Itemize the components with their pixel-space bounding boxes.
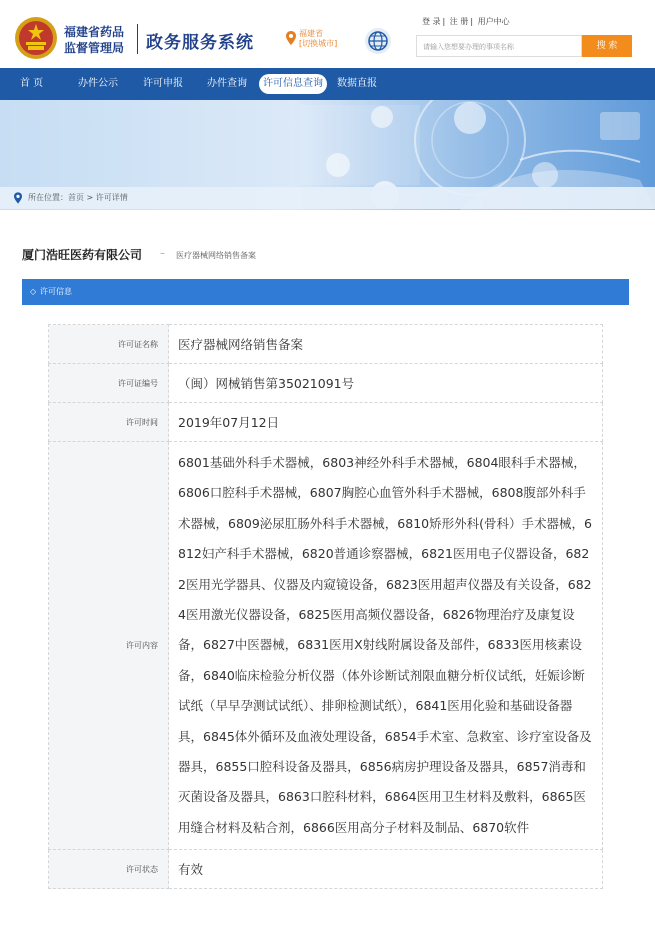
register-link[interactable]: 注 册 (449, 17, 469, 26)
nav-item-case-publicity[interactable]: 办件公示 (78, 78, 118, 89)
table-row (49, 403, 603, 442)
row-value: 2019年07月12日 (169, 403, 603, 442)
row-value: （闽）网械销售第35021091号 (169, 364, 603, 403)
table-row (49, 442, 603, 850)
nav-item-license-application[interactable]: 许可申报 (143, 78, 183, 89)
table-row (49, 325, 603, 364)
row-value: 医疗器械网络销售备案 (169, 325, 603, 364)
search-button[interactable]: 搜 索 (582, 35, 632, 57)
breadcrumb-text: 所在位置：首页 > 许可详情 (28, 193, 128, 202)
user-center-link[interactable]: 用户中心 (477, 17, 510, 26)
row-label: 许可证编号 (49, 364, 169, 403)
nav-item-case-query[interactable]: 办件查询 (207, 78, 247, 89)
org-name-line1: 福建省药品 (64, 25, 125, 39)
site-header (0, 0, 655, 68)
main-nav (0, 68, 655, 100)
search-input[interactable]: 请输入您想要办理的事项名称 (416, 35, 582, 57)
row-label: 许可内容 (49, 442, 169, 850)
location-province: 福建省 (299, 29, 323, 38)
globe-icon (364, 27, 392, 55)
nav-item-home[interactable]: 首 页 (20, 78, 44, 89)
row-value: 有效 (169, 850, 603, 889)
org-name-line2: 监督管理局 (64, 41, 125, 55)
row-label: 许可证名称 (49, 325, 169, 364)
login-link[interactable]: 登 录 (422, 17, 441, 26)
row-label: 许可状态 (49, 850, 169, 889)
nav-item-data-report[interactable]: 数据直报 (337, 78, 377, 89)
diamond-icon: ◇ (30, 287, 37, 296)
location-pin-icon (14, 192, 22, 204)
table-row (49, 364, 603, 403)
section-title: 许可信息 (40, 287, 72, 296)
license-details-table (48, 324, 603, 889)
org-name (64, 24, 124, 56)
breadcrumb (0, 187, 655, 209)
row-value: 6801基础外科手术器械，6803神经外科手术器械，6804眼科手术器械，6806口腔科手术器械，6807胸腔心血管外科手术器械，6808腹部外科手术器械，6809泌尿肛肠外科手术器械，6810矫形外科(骨科）手术器械，6812妇产科手术器械，6820普通诊察器械，6821医用电子仪器设备，6822医用光学器具、仪器及内窥镜设备，6823医用超声仪器及有关设备，6824医用激光仪器设备，6825医用高频仪器设备，6826物理治疗及康复设备，6827中医器械，6831医用X射线附属设备及部件，6833医用核素设备，6840临床检验分析仪器（体外诊断试剂限血糖分析仪试纸，妊娠诊断试纸（早早孕测试试纸）、排卵检测试纸），6841医用化验和基础设备器具，6845体外循环及血液处理设备，6854手术室、急救室、诊疗室设备及器具，6855口腔科设备及器具，6856病房护理设备及器具，6857消毒和灭菌设备及器具，6863口腔科材料，6864医用卫生材料及敷料，6865医用缝合材料及粘合剂，6866医用高分子材料及制品、6870软件 (169, 442, 603, 850)
location-pin-icon (286, 31, 296, 45)
system-title: 政务服务系统 (146, 33, 254, 53)
national-emblem-icon (14, 16, 58, 60)
nav-item-license-info-query[interactable]: 许可信息查询 (259, 74, 327, 94)
header-divider (137, 24, 138, 54)
section-header (22, 279, 629, 305)
table-row (49, 850, 603, 889)
company-dash: – (160, 248, 165, 259)
row-label: 许可时间 (49, 403, 169, 442)
switch-city-link[interactable]: [切换城市] (299, 39, 338, 48)
company-license-type: 医疗器械网络销售备案 (176, 251, 256, 260)
top-links: 登 录 | 注 册 | 用户中心 (422, 17, 510, 26)
company-name: 厦门浩旺医药有限公司 (22, 248, 143, 262)
